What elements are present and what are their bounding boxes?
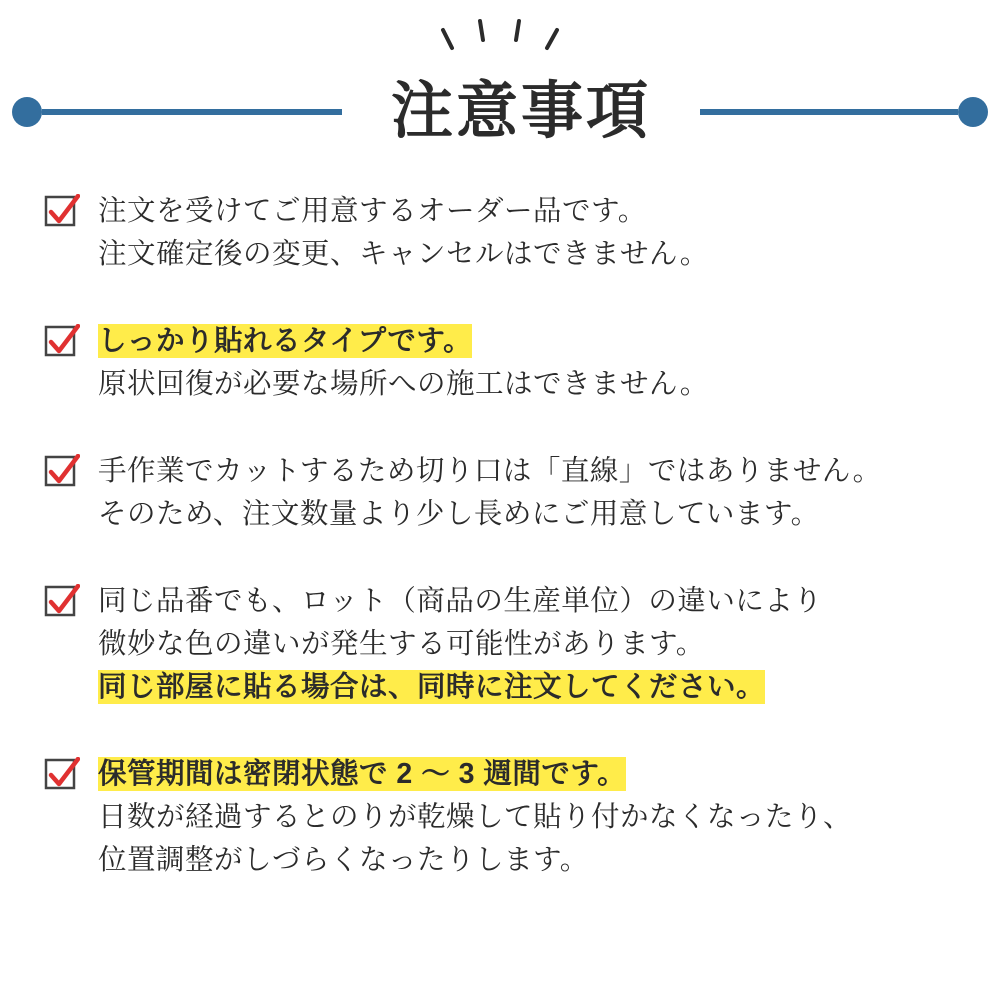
- note-line-text: 手作業でカットするため切り口は「直線」ではありません。: [98, 455, 882, 487]
- sparkle-lines-icon: [0, 18, 1000, 68]
- note-line-text: 注文確定後の変更、キャンセルはできません。: [98, 238, 709, 270]
- note-line-text-highlighted: 保管期間は密閉状態で 2 〜 3 週間です。: [98, 758, 627, 790]
- list-item-text: [98, 320, 956, 406]
- checkbox-checked-icon: [44, 324, 80, 360]
- note-line: [98, 363, 956, 406]
- rule-dot-left: [12, 97, 42, 127]
- list-item: [44, 580, 956, 709]
- list-item-text: [98, 450, 956, 536]
- note-line-text: 日数が経過するとのりが乾燥して貼り付かなくなったり、: [98, 801, 853, 833]
- checkbox-checked-icon: [44, 584, 80, 620]
- page-title: 注意事項: [390, 77, 651, 146]
- list-item: [44, 753, 956, 882]
- list-item: [44, 320, 956, 406]
- title-rule-row: [0, 77, 1000, 146]
- note-line-text: 同じ品番でも、ロット（商品の生産単位）の違いにより: [98, 585, 823, 617]
- note-line: [98, 666, 956, 709]
- list-item-text: [98, 753, 956, 882]
- note-line-text: そのため、注文数量より少し長めにご用意しています。: [98, 498, 820, 530]
- note-line: [98, 320, 956, 363]
- note-line: [98, 580, 956, 623]
- note-line-text: 原状回復が必要な場所への施工はできません。: [98, 368, 709, 400]
- list-item: [44, 190, 956, 276]
- note-line-text: 注文を受けてご用意するオーダー品です。: [98, 195, 647, 227]
- note-line-text-highlighted: 同じ部屋に貼る場合は、同時に注文してください。: [98, 671, 766, 703]
- note-line: [98, 450, 956, 493]
- page-header: [0, 0, 1000, 175]
- note-line: [98, 190, 956, 233]
- note-line: [98, 623, 956, 666]
- note-line-text: 微妙な色の違いが発生する可能性があります。: [98, 628, 705, 660]
- note-line: [98, 493, 956, 536]
- note-line: [98, 796, 956, 839]
- list-item-text: [98, 580, 956, 709]
- note-line-text-highlighted: しっかり貼れるタイプです。: [98, 325, 473, 357]
- list-item-text: [98, 190, 956, 276]
- checkbox-checked-icon: [44, 757, 80, 793]
- note-line: [98, 753, 956, 796]
- checkbox-checked-icon: [44, 454, 80, 490]
- rule-line-right: [700, 109, 958, 115]
- note-line: [98, 233, 956, 276]
- rule-line-left: [42, 109, 342, 115]
- list-item: [44, 450, 956, 536]
- note-line-text: 位置調整がしづらくなったりします。: [98, 844, 589, 876]
- notes-list: [0, 190, 1000, 926]
- checkbox-checked-icon: [44, 194, 80, 230]
- note-line: [98, 839, 956, 882]
- rule-dot-right: [958, 97, 988, 127]
